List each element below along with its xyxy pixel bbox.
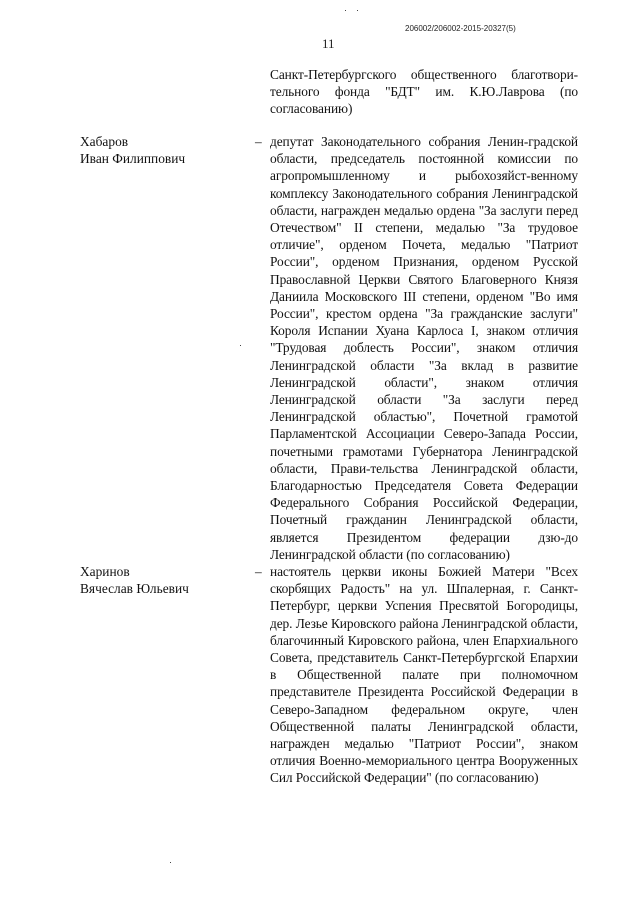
scan-speck <box>170 862 171 863</box>
scan-speck <box>345 10 346 11</box>
scan-speck <box>240 345 241 346</box>
continuation-text: Санкт-Петербургского общественного благотвори-тельного фонда "БДТ" им. К.Ю.Лаврова (по согласованию) <box>270 67 578 117</box>
entry-dash: – <box>255 564 262 579</box>
document-code: 206002/206002-2015-20327(5) <box>405 24 516 33</box>
page-number: 11 <box>322 36 335 51</box>
entry-dash: – <box>255 134 262 149</box>
entry-given-names: Вячеслав Юльевич <box>80 581 189 597</box>
entry-name <box>80 563 189 597</box>
entry-name <box>80 133 185 167</box>
entry-description: настоятель церкви иконы Божией Матери "Всех скорбящих Радость" на ул. Шпалерная, г. Санкт-Петербург, церкви Успения Пресвятой Богородицы, дер. Лезье Кировского района Ленинградской области, благочинный Кировского района, член Епархиального Совета, представитель Санкт-Петербургской Епархии в Общественной палате при полномочном представителе Президента Российской Федерации в Северо-Западном федеральном округе, член Общественной палаты Ленинградской области, награжден медалью "Патриот России", знаком отличия Военно-мемориального центра Вооруженных Сил Российской Федерации" (по согласованию) <box>270 564 578 786</box>
entry-surname: Харинов <box>80 564 130 579</box>
scan-speck <box>357 10 358 11</box>
entry-description: депутат Законодательного собрания Ленин-градской области, председатель постоянной комиссии по агропромышленному и рыбохозяйст-венному комплексу Законодательного собрания Ленинградской области, награжден медалью ордена "За заслуги перед Отечеством" II степени, медалью "За трудовое отличие", орденом Почета, медалью "Патриот России", орденом Признания, орденом Русской Православной Церкви Святого Благоверного Князя Даниила Московского III степени, орденом "Во имя России", крестом ордена "За гражданские заслуги" Короля Испании Хуана Карлоса I, знаком отличия "Трудовая доблесть России", знаком отличия Ленинградской области "За вклад в развитие Ленинградской области", знаком отличия Ленинградской области "За заслуги перед Ленинградской областью", Почетной грамотой Парламентской Ассоциации Северо-Запада России, почетными грамотами Губернатора Ленинградской области, Прави-тельства Ленинградской области, Благодарностью Председателя Совета Федерации Федерального Собрания Российской Федерации, Почетный гражданин Ленинградской области, является Президентом федерации дзю-до Ленинградской области (по согласованию) <box>270 134 578 562</box>
entry-surname: Хабаров <box>80 134 129 149</box>
entry-given-names: Иван Филиппович <box>80 151 186 167</box>
